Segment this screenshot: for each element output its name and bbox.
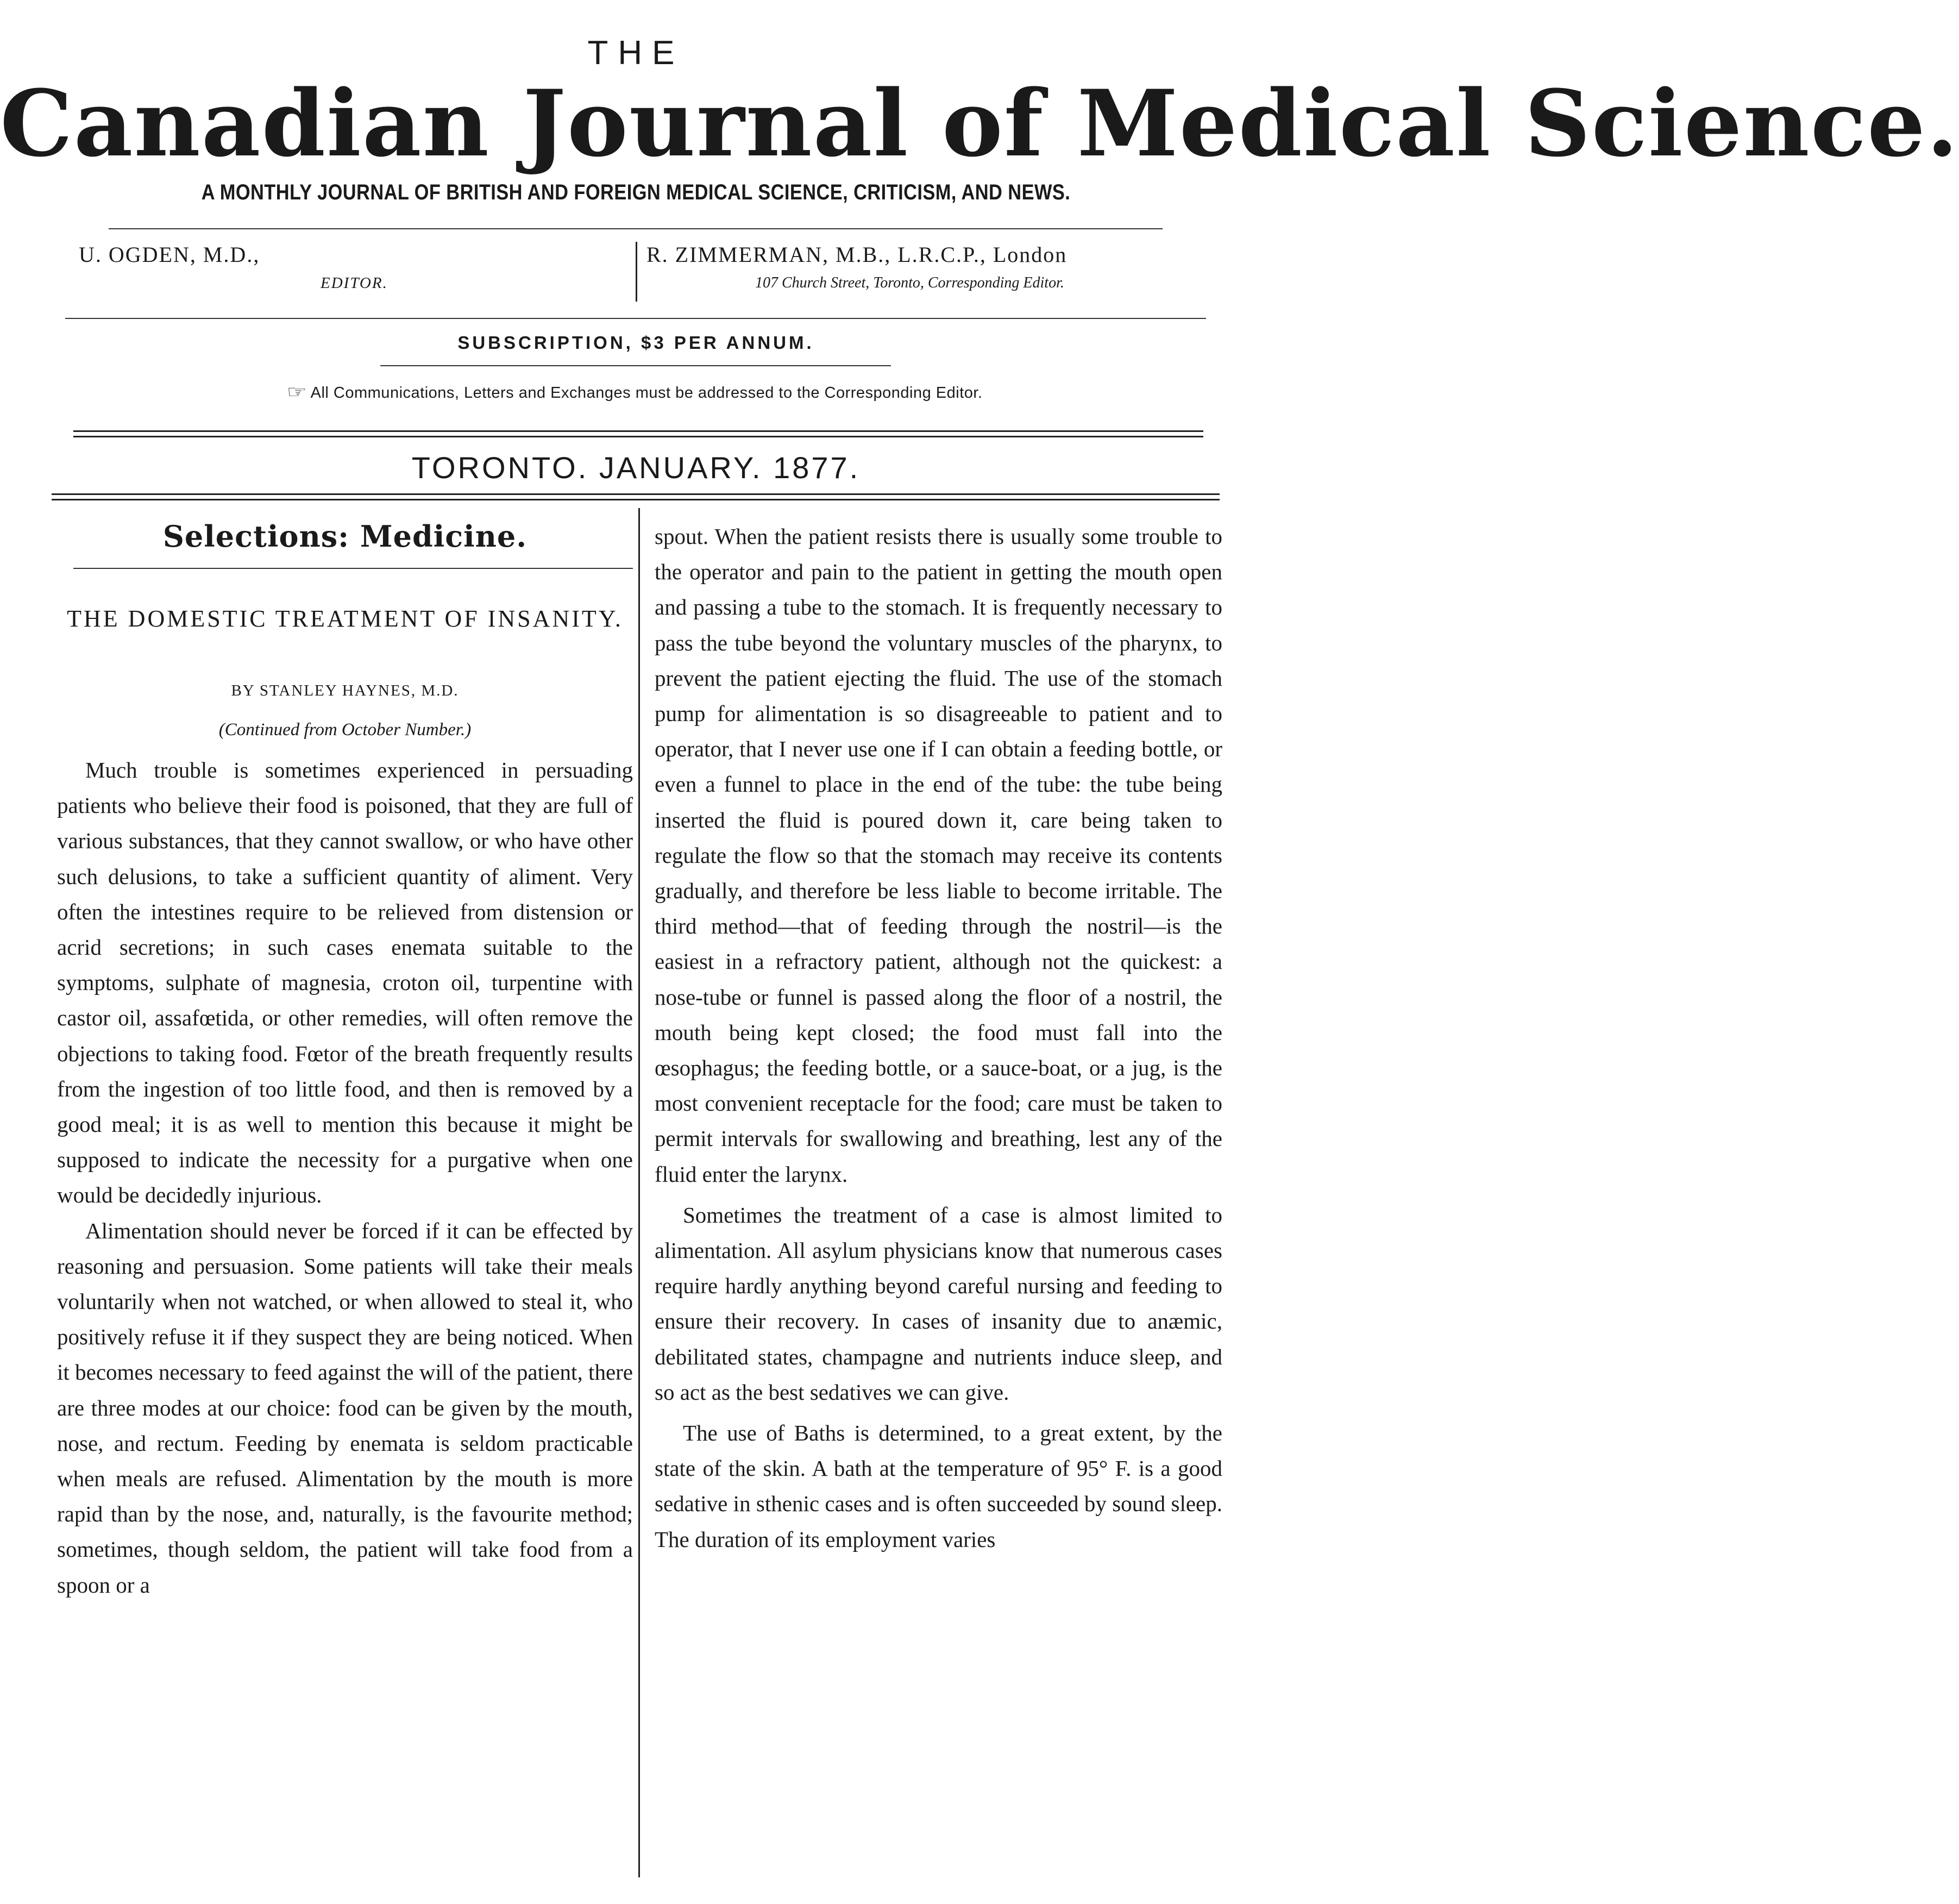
paragraph: Much trouble is sometimes experienced in persuading patients who believe their food is poisoned, that they are full of various substances, that they cannot swallow, or who have other such delusions, to take a sufficient quantity of aliment. Very often the intestines require to be relieved from distension or acrid secretions; in such cases enemata suitable to the symptoms, sulphate of magnesia, croton oil, turpentine with castor oil, assafœtida, or other remedies, will often remove the objections to taking food. Fœtor of the breath frequently results from the ingestion of too little food, and then is removed by a good meal; it is as well to mention this because it might be supposed to indicate the necessity for a purgative when one would be decidedly injurious. bbox=[57, 757, 633, 1208]
corresponding-editor-role: 107 Church Street, Toronto, Corresponding Editor. bbox=[755, 274, 1064, 291]
masthead-the: THE bbox=[587, 34, 685, 72]
paragraph: Sometimes the treatment of a case is almost limited to alimentation. All asylum physicians know that numerous cases require hardly anything beyond careful nursing and feeding to ensure their recovery. In cases of insanity due to anæmic, debilitated states, champagne and nutrients induce sleep, and so act as the best sedatives we can give. bbox=[655, 1202, 1222, 1405]
subscription-rule bbox=[380, 365, 891, 366]
right-column bbox=[655, 519, 1222, 1557]
editors-rule bbox=[65, 318, 1206, 319]
communications-text: All Communications, Letters and Exchanges must be addressed to the Corresponding Editor. bbox=[310, 384, 983, 402]
editor-name: U. OGDEN, M.D., bbox=[79, 242, 260, 267]
editors-divider bbox=[636, 242, 637, 302]
paragraph: The use of Baths is determined, to a great extent, by the state of the skin. A bath at the temperature of 95° F. is a good sedative in sthenic cases and is often succeeded by sound sleep. The duration of its employment varies bbox=[655, 1420, 1222, 1552]
article-byline: BY STANLEY HAYNES, M.D. bbox=[231, 682, 459, 699]
dateline-bottom-rule-1 bbox=[52, 493, 1220, 495]
subscription-notice: SUBSCRIPTION, $3 PER ANNUM. bbox=[457, 333, 814, 353]
left-column bbox=[57, 753, 633, 1603]
article-continued-note: (Continued from October Number.) bbox=[218, 720, 472, 740]
dateline-top-rule-1 bbox=[73, 430, 1203, 432]
journal-title: Canadian Journal of Medical Science. bbox=[0, 70, 1959, 177]
dateline: TORONTO. JANUARY. 1877. bbox=[411, 450, 861, 485]
communications-notice bbox=[0, 381, 1272, 402]
section-rule bbox=[73, 568, 633, 569]
dateline-top-rule-2 bbox=[73, 436, 1203, 437]
pointing-hand-icon: ☞ bbox=[287, 382, 308, 402]
dateline-bottom-rule-2 bbox=[52, 499, 1220, 500]
paragraph: spout. When the patient resists there is usually some trouble to the operator and pain to the patient in getting the mouth open and passing a tube to the stomach. It is frequently necessary to pass the tube beyond the voluntary muscles of the pharynx, to prevent the patient ejecting the fluid. The use of the stomach pump for alimentation is so disagreeable to patient and to operator, that I never use one if I can obtain a feeding bottle, or even a funnel to place in the end of the tube: the tube being inserted the fluid is poured down it, care being taken to regulate the flow so that the stomach may receive its contents gradually, and therefore be less liable to become irritable. The third method—that of feeding through the nostril—is the easiest in a refractory patient, although not the quickest: a nose-tube or funnel is passed along the floor of a nostril, the mouth being kept closed; the food must fall into the œsophagus; the feeding bottle, or a sauce-boat, or a jug, is the most convenient receptacle for the food; care must be taken to permit intervals for swallowing and breathing, lest any of the fluid enter the larynx. bbox=[655, 524, 1222, 1187]
paragraph: Alimentation should never be forced if it can be effected by reasoning and persuasion. Some patients will take their meals voluntarily when not watched, or when allowed to steal it, who positively refuse it if they suspect they are being noticed. When it becomes necessary to feed against the will of the patient, there are three modes at our choice: food can be given by the mouth, nose, and rectum. Feeding by enemata is seldom practicable when meals are refused. Alimentation by the mouth is more rapid than by the nose, and, naturally, is the favourite method; sometimes, though seldom, the patient will take food from a spoon or a bbox=[57, 1218, 633, 1598]
section-heading: Selections: Medicine. bbox=[162, 519, 528, 554]
masthead-rule bbox=[109, 228, 1163, 229]
journal-tagline: A MONTHLY JOURNAL OF BRITISH AND FOREIGN MEDICAL SCIENCE, CRITICISM, AND NEWS. bbox=[201, 180, 1071, 204]
column-divider bbox=[638, 508, 640, 1877]
editor-role: EDITOR. bbox=[321, 274, 388, 292]
article-title: THE DOMESTIC TREATMENT OF INSANITY. bbox=[67, 605, 623, 632]
corresponding-editor-name: R. ZIMMERMAN, M.B., L.R.C.P., London bbox=[646, 242, 1068, 267]
